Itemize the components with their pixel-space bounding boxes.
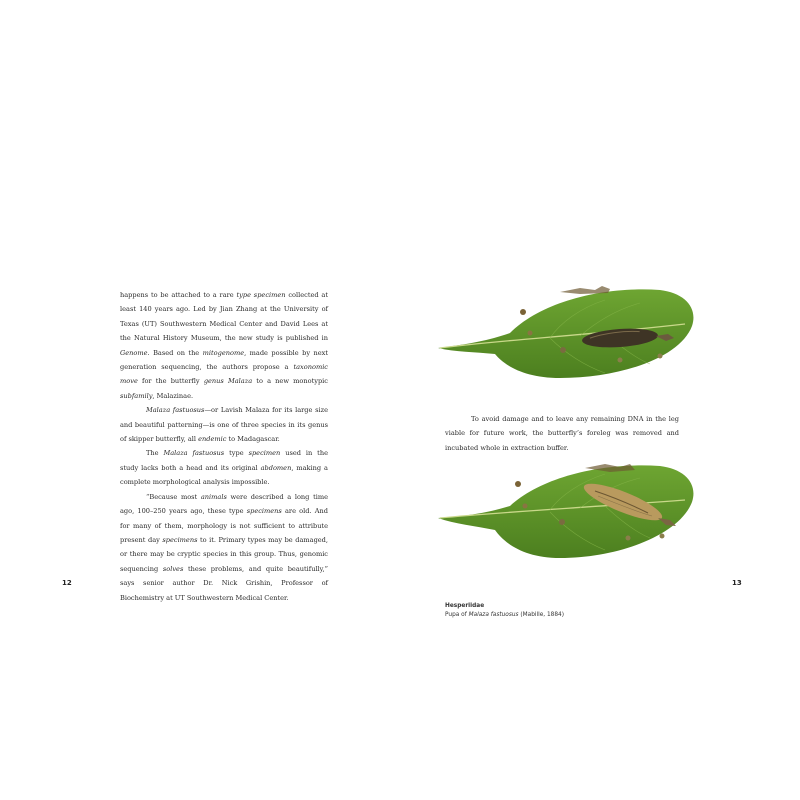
right-page-text-column xyxy=(445,412,679,455)
italic-term: subfamily xyxy=(120,391,153,400)
text-run: these problems, and quite beautifully,” says senior author Dr. Nick Grishin, Professor of Biochemistry at UT Southwestern Medical Center. xyxy=(120,564,328,602)
text-run: for the butterfly xyxy=(137,377,204,386)
italic-term: Malaza fastuosus xyxy=(146,406,205,415)
italic-term: abdomen xyxy=(260,463,292,472)
leaf-with-pupa-image-bottom xyxy=(430,458,700,568)
text-run: The xyxy=(146,449,164,458)
italic-term: specimen xyxy=(248,449,281,458)
page-number-left: 12 xyxy=(62,579,72,587)
italic-term: Malaza xyxy=(228,377,253,386)
italic-term: specimens xyxy=(246,507,282,516)
text-run: are old. And for many of them, morphology is not sufficient to attribute present day xyxy=(120,507,328,544)
italic-term: mitogenome xyxy=(202,348,245,357)
text-run: happens to be attached to a rare xyxy=(120,291,237,299)
text-run: , making a complete morphological analysis impossible. xyxy=(120,463,328,487)
italic-term: type specimen xyxy=(236,291,286,299)
left-page-paragraph xyxy=(120,490,328,605)
text-run: were described a long time ago, 100–250 years ago, these type xyxy=(120,492,328,516)
text-run: “Because most xyxy=(146,492,201,501)
text-run: —or Lavish Malaza for its large size and beautiful patterning—is one of three species in its genus of skipper butterfly, all xyxy=(120,406,328,444)
text-run: type xyxy=(224,449,249,458)
text-run: used in the study lacks both a head and its original xyxy=(120,449,328,472)
italic-term: taxonomic move xyxy=(120,363,328,386)
text-run: to a new monotypic xyxy=(252,377,328,386)
text-run: to Madagascar. xyxy=(226,435,280,444)
italic-term: Genome xyxy=(120,348,148,357)
text-run: . Based on the xyxy=(147,348,203,357)
figure-caption xyxy=(445,602,645,619)
italic-term: solves xyxy=(162,564,184,573)
right-page-paragraph: To avoid damage and to leave any remaining DNA in the leg viable for future work, the butterfly’s foreleg was removed and incubated whole in extraction buffer. xyxy=(445,415,679,452)
caption-prefix: Pupa of xyxy=(445,611,469,618)
text-run: , Malazinae. xyxy=(152,391,194,400)
text-run: to it. Primary types may be damaged, or there may be cryptic species in this group. Thus, genomic sequencing xyxy=(120,535,329,573)
caption-suffix: (Mabille, 1884) xyxy=(518,611,564,618)
caption-line xyxy=(445,612,564,618)
italic-term: Malaza fastuosus xyxy=(163,449,225,458)
text-run: collected at least 140 years ago. Led by Jian Zhang at the University of Texas (UT) Southwestern Medical Center and David Lees at the Natural History Museum, the new study is published in xyxy=(120,291,328,343)
left-page-paragraph xyxy=(120,403,328,446)
caption-species-name: Malaza fastuosus xyxy=(468,611,519,618)
page-number-right: 13 xyxy=(732,579,742,587)
caption-title: Hesperiidae xyxy=(445,603,485,609)
left-page-text-column xyxy=(120,288,328,605)
italic-term: specimens xyxy=(162,535,198,544)
text-run: , made possible by next generation sequencing, the authors propose a xyxy=(120,348,328,372)
left-page-paragraph xyxy=(120,288,328,403)
left-page-paragraph xyxy=(120,446,328,489)
italic-term: endemic xyxy=(198,435,227,444)
italic-term: genus xyxy=(203,377,224,386)
italic-term: animals xyxy=(200,492,227,501)
leaf-with-pupa-image-top xyxy=(430,278,700,388)
